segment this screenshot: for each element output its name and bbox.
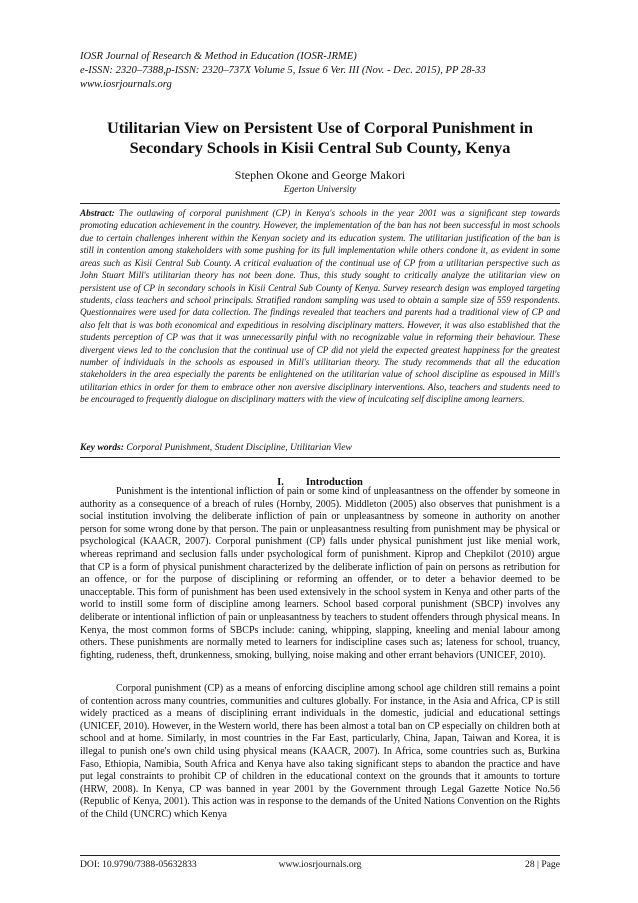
abstract-text: The outlawing of corporal punishment (CP) in Kenya's schools in the year 2001 was a significant step towards promoting education achievement in the country. However, the implementation of the ban has not been successful in most schools due to certain challenges inherent within the Kenyan society and its education system. The utilitarian justification of the ban is still in contention among stakeholders with some pushing for its full implementation while others condone it, as evident in some areas such as Kisii Central Sub County. A critical evaluation of the continual use of CP from a utilitarian perspective such as John Stuart Mill's utilitarian theory has not been done. Thus, this study sought to critically analyze the utilitarian view on persistent use of CP in secondary schools in Kisii Central Sub County of Kenya. Survey research design was employed targeting students, class teachers and school principals. Stratified random sampling was used to obtain a sample size of 559 respondents. Questionnaires were used for data collection. The findings revealed that teachers and parents had a traditional view of CP and also felt that is was both economical and expeditious in resolving disciplinary matters. However, it was also established that the students perception of CP was that it was unnecessarily pinful with no recognizable value in reforming their behaviour. These divergent views led to the conclusion that the continual use of CP did not yield the expected greatest happiness for the greatest number of individuals in the schools as espoused in Mill's utilitarian theory. The study recommends that all the education stakeholders in the area especially the parents be enlightened on the utilitarian value of school discipline as espoused in Mill's utilitarian ethics in order for them to embrace other non aversive disciplinary interventions. Also, teachers and students need to be encouraged to frequently dialogue on disciplinary matters with the view of inculcating self discipline among learners. xyxy=(80,208,560,405)
abstract xyxy=(80,207,560,406)
abstract-top-rule xyxy=(80,203,560,204)
body-paragraph: Punishment is the intentional infliction of pain or some kind of unpleasantness on the offender by someone in authority as a consequence of a breach of rules (Hornby, 2005). Middleton (2005) also observes that punishment is a social institution involving the deliberate infliction of pain or unpleasantness by someone in authority on another person for some wrong done by that person. The pain or unpleasantness resulting from punishment may be physical or psychological (KAACR, 2007). Corporal punishment (CP) falls under physical punishment just like menial work, whereas reprimand and seclusion falls under psychological form of punishment. Kiprop and Chepkilot (2010) argue that CP is a form of physical punishment characterized by the deliberate infliction of pain on persons as retribution for an offence, or for the purpose of disciplining or reforming an offender, or to deter a behavior deemed to be unacceptable. This form of punishment has been used extensively in the school system in Kenya and other parts of the world to instill some form of discipline among learners. School based corporal punishment (SBCP) involves any deliberate or intentional infliction of pain or unpleasantness by teachers to student offenders through physical means. In Kenya, the most common forms of SBCPs include: caning, whipping, slapping, kneeling and menial labour among others. These punishments are normally meted to learners for indiscipline cases such as; lateness for school, truancy, fighting, rudeness, theft, drunkenness, smoking, bullying, noise making and other errant behaviors (UNICEF, 2010). xyxy=(80,486,560,661)
keywords-label: Key words: xyxy=(80,442,124,453)
abstract-bottom-rule xyxy=(80,457,560,458)
footer-rule xyxy=(80,855,560,856)
journal-name: IOSR Journal of Research & Method in Education (IOSR-JRME) xyxy=(80,51,357,62)
journal-header xyxy=(80,50,560,92)
abstract-label: Abstract: xyxy=(80,208,115,218)
keywords xyxy=(80,442,560,454)
keywords-text: Corporal Punishment, Student Discipline, Utilitarian View xyxy=(126,442,352,453)
section-number: I. xyxy=(277,477,284,488)
paper-title: Utilitarian View on Persistent Use of Corporal Punishment in Secondary Schools in Kisii Central Sub County, Kenya xyxy=(106,118,533,157)
journal-issn: e-ISSN: 2320–7388,p-ISSN: 2320–737X Volume 5, Issue 6 Ver. III (Nov. - Dec. 2015), PP 28-33 xyxy=(80,65,486,76)
footer-doi: DOI: 10.9790/7388-05632833 xyxy=(80,859,197,870)
paper-authors: Stephen Okone and George Makori xyxy=(234,168,406,182)
footer-website[interactable]: www.iosrjournals.org xyxy=(278,859,362,870)
body-paragraph: Corporal punishment (CP) as a means of enforcing discipline among school age children still remains a point of contention across many countries, communities and cultures globally. For instance, in the Asia and Africa, CP is still widely practiced as a means of disciplining errant individuals in the domestic, judicial and educational settings (UNICEF, 2010). However, in the Western world, there has been almost a total ban on CP especially on children both at school and at home. Similarly, in most countries in the Far East, particularly, China, Japan, Taiwan and Korea, it is illegal to punish one's own child using physical means (KAACR, 2007). In Africa, some countries such as, Burkina Faso, Ethiopia, Namibia, South Africa and Kenya have also taking significant steps to abandon the practice and have put legal constraints to prohibit CP of children in the educational context on the grounds that it amounts to torture (HRW, 2008). In Kenya, CP was banned in year 2001 by the Government through Legal Gazette Notice No.56 (Republic of Kenya, 2001). This action was in response to the demands of the United Nations Convention on the Rights of the Child (UNCRC) which Kenya xyxy=(80,683,560,820)
section-title: Introduction xyxy=(305,477,363,488)
journal-website[interactable]: www.iosrjournals.org xyxy=(80,79,172,90)
footer-page-number: 28 | Page xyxy=(525,859,560,870)
author-affiliation: Egerton University xyxy=(283,185,357,195)
